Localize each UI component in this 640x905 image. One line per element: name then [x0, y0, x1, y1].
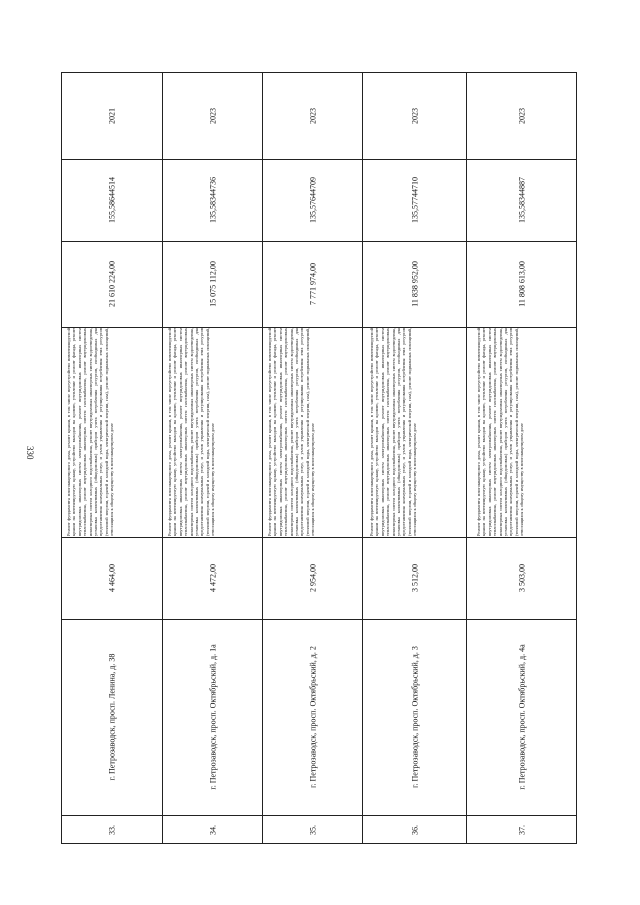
year: 2023 [208, 108, 217, 124]
area: 4 472,00 [208, 564, 217, 592]
cost-cell [263, 241, 362, 327]
unit-cost-cell [163, 159, 262, 241]
address: г. Петрозаводск, просп. Ленина, д. 38 [107, 653, 117, 781]
row-index: 34. [208, 825, 217, 835]
index-cell [62, 815, 162, 845]
area-cell [163, 537, 262, 619]
works-table [61, 72, 577, 844]
address-cell [363, 619, 466, 815]
table-row [162, 73, 262, 843]
unit-cost-cell [467, 159, 576, 241]
works-description: Ремонт фундамента многоквартирного дома, ремонт крыши, в том числе переустройство невентилируемой крыши на вентилируемую крышу, устройство выходов на кровлю, утепление и ремонт фасада, ремонт внутридомовых инженерных систем электроснабжения, ремонт внутридомовых инженерных систем теплоснабжения, ремонт внутридомовых инженерных систем газоснабжения, ремонт внутридомовых инженерных систем холодного водоснабжения, ремонт внутридомовых инженерных систем водоотведения, установка коллективных (общедомовых) приборов учета потребления ресурсов, необходимых для предоставления коммунальных услуг, и узлов управления и регулирования потребления этих ресурсов (тепловой энергии, горячей и холодной воды, электрической энергии, газа), ремонт подвальных помещений, относящихся к общему имуществу в многоквартирном доме [66, 328, 115, 536]
works-cell [163, 327, 262, 537]
works-description: Ремонт фундамента многоквартирного дома, ремонт крыши, в том числе переустройство невентилируемой крыши на вентилируемую крышу, устройство выходов на кровлю, утепление и ремонт фасада, ремонт внутридомовых инженерных систем электроснабжения, ремонт внутридомовых инженерных систем теплоснабжения, ремонт внутридомовых инженерных систем газоснабжения, ремонт внутридомовых инженерных систем холодного водоснабжения, ремонт внутридомовых инженерных систем водоотведения, установка коллективных (общедомовых) приборов учета потребления ресурсов, необходимых для предоставления коммунальных услуг, и узлов управления и регулирования потребления этих ресурсов (тепловой энергии, горячей и холодной воды, электрической энергии, газа), ремонт подвальных помещений, относящихся к общему имуществу в многоквартирном доме [368, 328, 417, 536]
area-cell [467, 537, 576, 619]
cost-cell [163, 241, 262, 327]
row-index: 36. [410, 825, 419, 835]
area: 4 464,00 [107, 564, 117, 592]
area: 3 512,00 [410, 564, 419, 592]
unit-cost: 135,58344736 [208, 177, 217, 223]
works-cell [363, 327, 466, 537]
unit-cost: 135,58344887 [517, 177, 526, 223]
area-cell [263, 537, 362, 619]
table-row [362, 73, 466, 843]
year-cell [163, 73, 262, 159]
works-cell [263, 327, 362, 537]
year-cell [363, 73, 466, 159]
year: 2023 [308, 108, 317, 124]
works-cell [467, 327, 576, 537]
cost: 7 771 974,00 [308, 263, 317, 305]
area-cell [363, 537, 466, 619]
table-row [262, 73, 362, 843]
address-cell [467, 619, 576, 815]
unit-cost: 155,58644514 [107, 177, 117, 223]
table-row [466, 73, 576, 843]
address: г. Петрозаводск, просп. Октябрьский, д. 4а [517, 644, 526, 790]
row-index: 33. [107, 825, 117, 835]
year: 2021 [107, 108, 117, 124]
unit-cost-cell [62, 159, 162, 241]
works-description: Ремонт фундамента многоквартирного дома, ремонт крыши, в том числе переустройство невентилируемой крыши на вентилируемую крышу, устройство выходов на кровлю, утепление и ремонт фасада, ремонт внутридомовых инженерных систем электроснабжения, ремонт внутридомовых инженерных систем теплоснабжения, ремонт внутридомовых инженерных систем газоснабжения, ремонт внутридомовых инженерных систем холодного водоснабжения, ремонт внутридомовых инженерных систем водоотведения, установка коллективных (общедомовых) приборов учета потребления ресурсов, необходимых для предоставления коммунальных услуг, и узлов управления и регулирования потребления этих ресурсов (тепловой энергии, горячей и холодной воды, электрической энергии, газа), ремонт подвальных помещений, относящихся к общему имуществу в многоквартирном доме [266, 328, 315, 536]
works-description: Ремонт фундамента многоквартирного дома, ремонт крыши, в том числе переустройство невентилируемой крыши на вентилируемую крышу, устройство выходов на кровлю, утепление и ремонт фасада, ремонт внутридомовых инженерных систем электроснабжения, ремонт внутридомовых инженерных систем теплоснабжения, ремонт внутридомовых инженерных систем газоснабжения, ремонт внутридомовых инженерных систем холодного водоснабжения, ремонт внутридомовых инженерных систем водоотведения, установка коллективных (общедомовых) приборов учета потребления ресурсов, необходимых для предоставления коммунальных услуг, и узлов управления и регулирования потребления этих ресурсов (тепловой энергии, горячей и холодной воды, электрической энергии, газа), ремонт подвальных помещений, относящихся к общему имуществу в многоквартирном доме [166, 328, 215, 536]
address: г. Петрозаводск, просп. Октябрьский, д. 2 [308, 646, 317, 788]
cost: 11 838 952,00 [410, 261, 419, 307]
address-cell [163, 619, 262, 815]
cost-cell [363, 241, 466, 327]
year-cell [263, 73, 362, 159]
row-index: 35. [308, 825, 317, 835]
works-description: Ремонт фундамента многоквартирного дома, ремонт крыши, в том числе переустройство невентилируемой крыши на вентилируемую крышу, устройство выходов на кровлю, утепление и ремонт фасада, ремонт внутридомовых инженерных систем электроснабжения, ремонт внутридомовых инженерных систем теплоснабжения, ремонт внутридомовых инженерных систем газоснабжения, ремонт внутридомовых инженерных систем холодного водоснабжения, ремонт внутридомовых инженерных систем водоотведения, установка коллективных (общедомовых) приборов учета потребления ресурсов, необходимых для предоставления коммунальных услуг, и узлов управления и регулирования потребления этих ресурсов (тепловой энергии, горячей и холодной воды, электрической энергии, газа), ремонт подвальных помещений, относящихся к общему имуществу в многоквартирном доме [475, 328, 524, 536]
page-number: 330 [25, 446, 35, 460]
index-cell [363, 815, 466, 845]
cost-cell [62, 241, 162, 327]
works-cell [62, 327, 162, 537]
year-cell [62, 73, 162, 159]
address: г. Петрозаводск, просп. Октябрьский, д. 3 [410, 646, 419, 788]
index-cell [163, 815, 262, 845]
year-cell [467, 73, 576, 159]
table-row [62, 73, 162, 843]
index-cell [263, 815, 362, 845]
index-cell [467, 815, 576, 845]
cost: 15 075 112,00 [208, 261, 217, 307]
year: 2023 [410, 108, 419, 124]
address: г. Петрозаводск, просп. Октябрьский, д. 1а [208, 644, 217, 790]
area: 3 503,00 [517, 564, 526, 592]
unit-cost-cell [263, 159, 362, 241]
cost: 21 610 224,00 [107, 261, 117, 307]
unit-cost: 135,57744710 [410, 177, 419, 223]
area-cell [62, 537, 162, 619]
row-index: 37. [517, 825, 526, 835]
address-cell [62, 619, 162, 815]
area: 2 954,00 [308, 564, 317, 592]
unit-cost: 135,57644709 [308, 177, 317, 223]
cost-cell [467, 241, 576, 327]
address-cell [263, 619, 362, 815]
unit-cost-cell [363, 159, 466, 241]
cost: 11 808 613,00 [517, 261, 526, 307]
year: 2023 [517, 108, 526, 124]
